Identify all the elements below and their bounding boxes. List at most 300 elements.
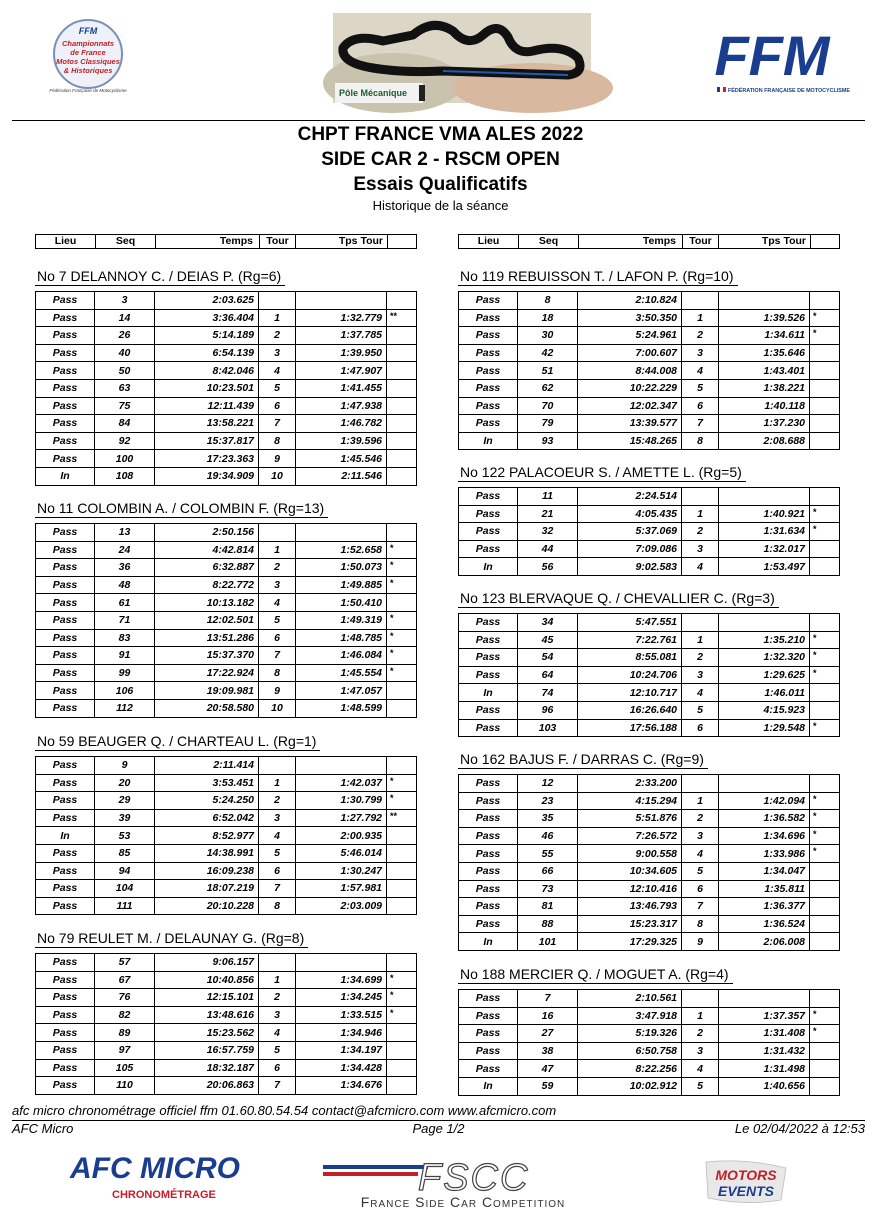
seq-cell: 44 [518, 540, 578, 558]
tour-cell: 3 [259, 344, 296, 362]
seq-cell: 94 [95, 862, 155, 880]
temps-cell: 2:33.200 [578, 775, 682, 793]
mark-cell [810, 558, 840, 576]
seq-cell: 59 [518, 1077, 578, 1095]
tps-tour-cell: 1:42.037 [296, 774, 387, 792]
tour-cell: 5 [682, 1077, 719, 1095]
tps-tour-cell: 1:31.432 [719, 1042, 810, 1060]
table-row [36, 1041, 417, 1059]
lieu-cell: Pass [459, 344, 518, 362]
tps-tour-cell [719, 614, 810, 632]
tour-cell: 3 [259, 1006, 296, 1024]
seq-cell: 57 [95, 954, 155, 972]
temps-cell: 10:02.912 [578, 1077, 682, 1095]
footer-bar [12, 1121, 865, 1136]
mark-cell: * [810, 523, 840, 541]
rider-group-title: No 188 MERCIER Q. / MOGUET A. (Rg=4) [458, 966, 733, 984]
mark-cell [387, 699, 417, 717]
mark-cell: * [387, 774, 417, 792]
tour-cell: 6 [682, 719, 719, 737]
table-row [36, 954, 417, 972]
seq-cell: 18 [518, 309, 578, 327]
table-row [459, 862, 840, 880]
session-title: Essais Qualificatifs [353, 174, 528, 195]
temps-cell: 8:44.008 [578, 362, 682, 380]
tour-cell: 4 [682, 845, 719, 863]
seq-cell: 54 [518, 649, 578, 667]
tps-tour-cell [719, 990, 810, 1008]
tour-cell: 2 [259, 792, 296, 810]
table-row [36, 971, 417, 989]
temps-cell: 2:10.824 [578, 292, 682, 310]
temps-cell: 19:09.981 [155, 682, 259, 700]
mark-cell: * [810, 810, 840, 828]
seq-cell: 93 [518, 432, 578, 450]
seq-cell: 105 [95, 1059, 155, 1077]
tour-cell: 1 [682, 505, 719, 523]
tps-tour-cell: 1:30.799 [296, 792, 387, 810]
lieu-cell: Pass [36, 629, 95, 647]
tps-tour-cell: 1:45.554 [296, 664, 387, 682]
rider-group [35, 500, 417, 718]
mark-cell [387, 682, 417, 700]
table-row [459, 701, 840, 719]
mark-cell [387, 432, 417, 450]
mark-cell [810, 1042, 840, 1060]
mark-cell [810, 933, 840, 951]
tour-cell [682, 990, 719, 1008]
tps-tour-cell: 1:34.676 [296, 1077, 387, 1095]
tps-tour-cell: 1:40.118 [719, 397, 810, 415]
temps-cell: 16:26.640 [578, 701, 682, 719]
mark-cell [387, 524, 417, 542]
col-mark [811, 235, 839, 248]
temps-cell: 13:39.577 [578, 415, 682, 433]
lieu-cell: Pass [36, 415, 95, 433]
tps-tour-cell: 1:39.950 [296, 344, 387, 362]
mark-cell [387, 344, 417, 362]
seq-cell: 75 [95, 397, 155, 415]
seq-cell: 46 [518, 827, 578, 845]
tour-cell: 4 [259, 1024, 296, 1042]
mark-cell: * [387, 629, 417, 647]
tps-tour-cell: 1:29.548 [719, 719, 810, 737]
tps-tour-cell: 1:41.455 [296, 379, 387, 397]
lieu-cell: Pass [459, 649, 518, 667]
table-row [36, 309, 417, 327]
event-title: CHPT FRANCE VMA ALES 2022 [297, 124, 584, 145]
rider-group-title: No 122 PALACOEUR S. / AMETTE L. (Rg=5) [458, 464, 746, 482]
col-lieu: Lieu [36, 235, 96, 248]
events-logo-text: EVENTS [717, 1183, 775, 1199]
tour-cell: 2 [682, 1025, 719, 1043]
temps-cell: 17:29.325 [578, 933, 682, 951]
rider-group [35, 733, 417, 915]
seq-cell: 16 [518, 1007, 578, 1025]
lieu-cell: Pass [459, 719, 518, 737]
tour-cell: 5 [682, 701, 719, 719]
column-header-left [35, 234, 417, 249]
mark-cell [810, 862, 840, 880]
seq-cell: 89 [95, 1024, 155, 1042]
lap-table [35, 953, 417, 1095]
lieu-cell: Pass [36, 682, 95, 700]
seq-cell: 51 [518, 362, 578, 380]
seq-cell: 85 [95, 844, 155, 862]
lieu-cell: Pass [36, 699, 95, 717]
lieu-cell: Pass [36, 327, 95, 345]
lieu-cell: Pass [36, 880, 95, 898]
mark-cell [387, 379, 417, 397]
rider-group-title: No 7 DELANNOY C. / DEIAS P. (Rg=6) [35, 268, 285, 286]
temps-cell: 7:26.572 [578, 827, 682, 845]
table-row [459, 631, 840, 649]
temps-cell: 13:46.793 [578, 898, 682, 916]
mark-cell [387, 880, 417, 898]
tps-tour-cell: 1:52.658 [296, 541, 387, 559]
tps-tour-cell: 1:47.938 [296, 397, 387, 415]
seq-cell: 9 [95, 757, 155, 775]
table-row [36, 774, 417, 792]
seq-cell: 99 [95, 664, 155, 682]
lap-table [458, 291, 840, 450]
tour-cell: 10 [259, 467, 296, 485]
tour-cell [259, 757, 296, 775]
temps-cell: 5:51.876 [578, 810, 682, 828]
fscc-logo-subtext: France Side Car Competition [360, 1194, 566, 1210]
tps-tour-cell: 1:53.497 [719, 558, 810, 576]
mark-cell: * [810, 327, 840, 345]
tps-tour-cell: 1:34.428 [296, 1059, 387, 1077]
seq-cell: 74 [518, 684, 578, 702]
seq-cell: 67 [95, 971, 155, 989]
lieu-cell: Pass [36, 559, 95, 577]
temps-cell: 13:51.286 [155, 629, 259, 647]
tps-tour-cell: 1:40.656 [719, 1077, 810, 1095]
table-row [459, 432, 840, 450]
mark-cell [810, 880, 840, 898]
tps-tour-cell: 1:46.084 [296, 647, 387, 665]
temps-cell: 18:07.219 [155, 880, 259, 898]
seq-cell: 66 [518, 862, 578, 880]
seq-cell: 106 [95, 682, 155, 700]
tps-tour-cell: 1:36.524 [719, 915, 810, 933]
temps-cell: 15:23.562 [155, 1024, 259, 1042]
mark-cell [810, 379, 840, 397]
table-row [459, 540, 840, 558]
table-row [459, 810, 840, 828]
mark-cell [810, 614, 840, 632]
seq-cell: 84 [95, 415, 155, 433]
table-row [36, 450, 417, 468]
mark-cell: * [810, 631, 840, 649]
temps-cell: 12:02.501 [155, 611, 259, 629]
tps-tour-cell: 1:29.625 [719, 666, 810, 684]
rider-group-title: No 59 BEAUGER Q. / CHARTEAU L. (Rg=1) [35, 733, 320, 751]
tour-cell: 1 [259, 774, 296, 792]
seq-cell: 50 [95, 362, 155, 380]
temps-cell: 13:48.616 [155, 1006, 259, 1024]
lap-table [458, 613, 840, 737]
temps-cell: 10:40.856 [155, 971, 259, 989]
seq-cell: 42 [518, 344, 578, 362]
lap-table [35, 756, 417, 915]
tour-cell: 5 [682, 379, 719, 397]
table-row [36, 792, 417, 810]
svg-text:Motos Classiques: Motos Classiques [56, 57, 120, 66]
fscc-logo-text: FSCC [418, 1157, 530, 1199]
table-row [36, 611, 417, 629]
mark-cell [387, 362, 417, 380]
lieu-cell: Pass [459, 379, 518, 397]
tps-tour-cell: 1:36.582 [719, 810, 810, 828]
seq-cell: 101 [518, 933, 578, 951]
mark-cell: * [810, 845, 840, 863]
lieu-cell: Pass [459, 666, 518, 684]
tps-tour-cell: 1:57.981 [296, 880, 387, 898]
temps-cell: 14:38.991 [155, 844, 259, 862]
table-row [36, 344, 417, 362]
temps-cell: 15:37.370 [155, 647, 259, 665]
tour-cell: 2 [259, 559, 296, 577]
mark-cell [387, 757, 417, 775]
temps-cell: 12:15.101 [155, 989, 259, 1007]
table-row [36, 699, 417, 717]
temps-cell: 9:06.157 [155, 954, 259, 972]
tps-tour-cell [296, 524, 387, 542]
mark-cell [810, 540, 840, 558]
lieu-cell: In [36, 467, 95, 485]
tps-tour-cell: 1:50.073 [296, 559, 387, 577]
fscc-logo [318, 1155, 608, 1210]
table-row [36, 664, 417, 682]
mark-cell [810, 362, 840, 380]
lieu-cell: Pass [459, 810, 518, 828]
table-row [459, 362, 840, 380]
temps-cell: 2:11.414 [155, 757, 259, 775]
seq-cell: 7 [518, 990, 578, 1008]
seq-cell: 79 [518, 415, 578, 433]
tour-cell: 1 [259, 541, 296, 559]
lieu-cell: Pass [36, 862, 95, 880]
rider-group [458, 464, 840, 576]
temps-cell: 9:00.558 [578, 845, 682, 863]
table-row [36, 682, 417, 700]
seq-cell: 82 [95, 1006, 155, 1024]
tour-cell: 4 [682, 362, 719, 380]
tps-tour-cell [719, 292, 810, 310]
mark-cell [810, 775, 840, 793]
temps-cell: 7:09.086 [578, 540, 682, 558]
table-row [459, 379, 840, 397]
temps-cell: 2:10.561 [578, 990, 682, 1008]
seq-cell: 29 [95, 792, 155, 810]
lieu-cell: Pass [36, 971, 95, 989]
lieu-cell: Pass [36, 541, 95, 559]
tps-tour-cell: 1:34.699 [296, 971, 387, 989]
tps-tour-cell: 1:50.410 [296, 594, 387, 612]
tour-cell: 8 [259, 664, 296, 682]
seq-cell: 88 [518, 915, 578, 933]
temps-cell: 5:19.326 [578, 1025, 682, 1043]
tour-cell: 1 [259, 309, 296, 327]
mark-cell [810, 1060, 840, 1078]
tour-cell: 3 [682, 1042, 719, 1060]
col-tps-tour: Tps Tour [719, 235, 811, 248]
table-row [36, 862, 417, 880]
table-row [459, 558, 840, 576]
rider-group-title: No 162 BAJUS F. / DARRAS C. (Rg=9) [458, 751, 708, 769]
seq-cell: 111 [95, 897, 155, 915]
lieu-cell: Pass [36, 954, 95, 972]
tps-tour-cell: 1:45.546 [296, 450, 387, 468]
tour-cell: 1 [259, 971, 296, 989]
table-row [459, 397, 840, 415]
seq-cell: 38 [518, 1042, 578, 1060]
table-row [36, 647, 417, 665]
seq-cell: 32 [518, 523, 578, 541]
mark-cell: * [387, 611, 417, 629]
table-row [36, 594, 417, 612]
mark-cell: * [810, 719, 840, 737]
table-row [459, 488, 840, 506]
seq-cell: 97 [95, 1041, 155, 1059]
temps-cell: 5:24.961 [578, 327, 682, 345]
tps-tour-cell: 1:40.921 [719, 505, 810, 523]
mark-cell: * [810, 792, 840, 810]
table-row [459, 1060, 840, 1078]
seq-cell: 70 [518, 397, 578, 415]
lieu-cell: Pass [36, 757, 95, 775]
tps-tour-cell: 2:00.935 [296, 827, 387, 845]
mark-cell [810, 397, 840, 415]
seq-cell: 30 [518, 327, 578, 345]
table-row [459, 666, 840, 684]
mark-cell [810, 292, 840, 310]
table-row [459, 880, 840, 898]
lieu-cell: Pass [36, 292, 95, 310]
tour-cell: 9 [259, 682, 296, 700]
table-row [459, 845, 840, 863]
tps-tour-cell [719, 488, 810, 506]
table-row [459, 1077, 840, 1095]
mark-cell [387, 897, 417, 915]
temps-cell: 8:55.081 [578, 649, 682, 667]
ffm-logo-subtext: FÉDÉRATION FRANÇAISE DE MOTOCYCLISME [728, 88, 850, 94]
table-row [36, 629, 417, 647]
seq-cell: 48 [95, 576, 155, 594]
tps-tour-cell: 1:34.946 [296, 1024, 387, 1042]
lieu-cell: Pass [36, 594, 95, 612]
temps-cell: 6:54.139 [155, 344, 259, 362]
mark-cell: * [810, 505, 840, 523]
mark-cell [387, 1041, 417, 1059]
tour-cell: 2 [259, 327, 296, 345]
seq-cell: 45 [518, 631, 578, 649]
mark-cell [387, 1059, 417, 1077]
ffm-logo [712, 17, 850, 97]
col-temps: Temps [156, 235, 260, 248]
mark-cell [387, 1024, 417, 1042]
tps-tour-cell: 1:30.247 [296, 862, 387, 880]
tour-cell: 8 [259, 432, 296, 450]
table-row [459, 933, 840, 951]
tps-tour-cell: 1:33.515 [296, 1006, 387, 1024]
lieu-cell: Pass [459, 1042, 518, 1060]
mark-cell [810, 915, 840, 933]
tps-tour-cell: 2:06.008 [719, 933, 810, 951]
tps-tour-cell: 1:37.357 [719, 1007, 810, 1025]
tour-cell: 4 [682, 684, 719, 702]
ffm-logo-text: FFM [714, 24, 830, 87]
seq-cell: 91 [95, 647, 155, 665]
mark-cell: ** [387, 809, 417, 827]
tps-tour-cell: 1:42.094 [719, 792, 810, 810]
mark-cell [387, 862, 417, 880]
lap-table [35, 291, 417, 486]
tour-cell: 8 [682, 432, 719, 450]
table-row [36, 524, 417, 542]
lieu-cell: Pass [459, 540, 518, 558]
temps-cell: 12:10.717 [578, 684, 682, 702]
seq-cell: 56 [518, 558, 578, 576]
mark-cell: * [387, 971, 417, 989]
lieu-cell: Pass [36, 576, 95, 594]
table-row [36, 897, 417, 915]
temps-cell: 3:50.350 [578, 309, 682, 327]
lieu-cell: Pass [459, 1025, 518, 1043]
motors-logo-text: MOTORS [715, 1167, 777, 1183]
temps-cell: 19:34.909 [155, 467, 259, 485]
svg-text:de France: de France [70, 48, 106, 57]
column-header-right [458, 234, 840, 249]
footer-contact: afc micro chronométrage officiel ffm 01.60.80.54.54 contact@afcmicro.com www.afcmicro.com [12, 1103, 557, 1118]
table-row [459, 990, 840, 1008]
tps-tour-cell: 1:37.230 [719, 415, 810, 433]
tour-cell: 6 [259, 629, 296, 647]
mark-cell [387, 954, 417, 972]
session-subtitle: Historique de la séance [372, 198, 509, 213]
seq-cell: 110 [95, 1077, 155, 1095]
lieu-cell: Pass [459, 915, 518, 933]
tour-cell: 2 [682, 649, 719, 667]
seq-cell: 13 [95, 524, 155, 542]
table-row [459, 1025, 840, 1043]
lieu-cell: Pass [36, 362, 95, 380]
tour-cell: 10 [259, 699, 296, 717]
tps-tour-cell [296, 292, 387, 310]
lieu-cell: Pass [36, 397, 95, 415]
temps-cell: 6:32.887 [155, 559, 259, 577]
temps-cell: 10:22.229 [578, 379, 682, 397]
mark-cell: * [810, 309, 840, 327]
temps-cell: 3:53.451 [155, 774, 259, 792]
mark-cell [810, 432, 840, 450]
mark-cell [810, 990, 840, 1008]
tour-cell: 1 [682, 1007, 719, 1025]
seq-cell: 27 [518, 1025, 578, 1043]
tour-cell: 6 [259, 1059, 296, 1077]
tps-tour-cell: 1:34.245 [296, 989, 387, 1007]
col-tour: Tour [260, 235, 296, 248]
rider-group-title: No 11 COLOMBIN A. / COLOMBIN F. (Rg=13) [35, 500, 328, 518]
col-lieu: Lieu [459, 235, 519, 248]
seq-cell: 55 [518, 845, 578, 863]
page-number: Page 1/2 [412, 1121, 465, 1136]
mark-cell: * [387, 559, 417, 577]
temps-cell: 6:52.042 [155, 809, 259, 827]
tps-tour-cell: 5:46.014 [296, 844, 387, 862]
